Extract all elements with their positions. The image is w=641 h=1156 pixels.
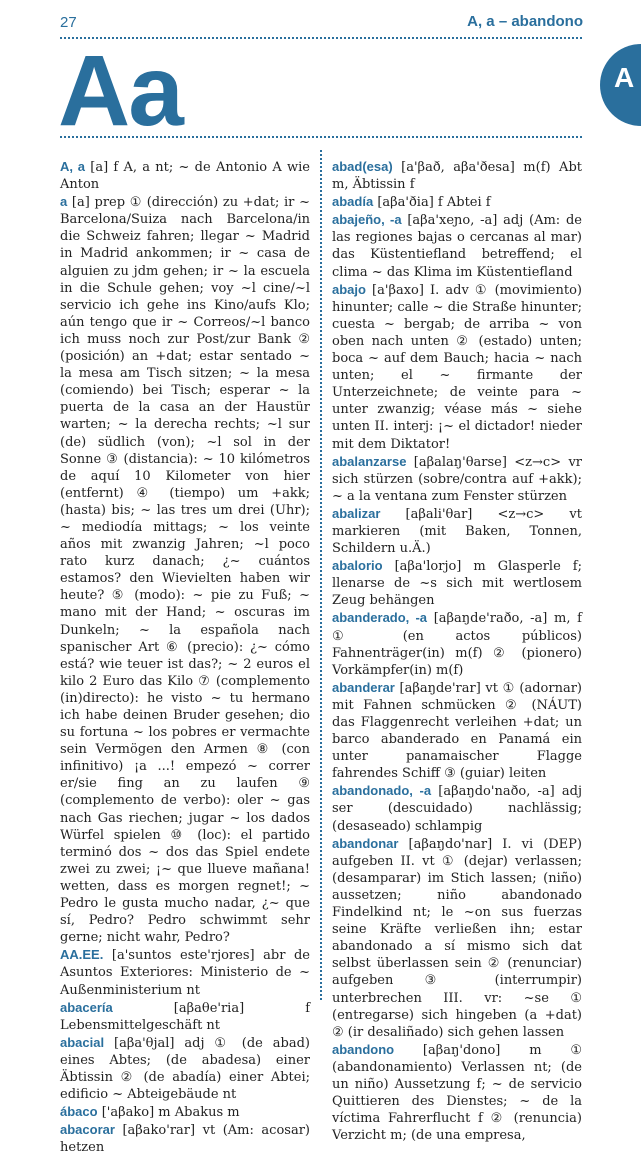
entry: AA.EE. [a'suntos este'rjores] abr de Asuntos Exteriores: Ministerio de ~ Außenministerium nt (60, 947, 310, 998)
entry: abanderar [aβaŋde'rar] vt ① (adornar) mit Fahnen schmücken ② (NÁUT) das Flaggenrecht verleihen +dat; un barco abanderado en Panamá ein unter panamaischer Flagge fahrendes Schiff ③ (guiar) leiten (332, 679, 582, 782)
running-head: A, a – abandono (467, 13, 583, 30)
entry: abad(esa) [a'βað, aβa'ðesa] m(f) Abt m, Äbtissin f (332, 159, 582, 193)
headword: abacorar (60, 1122, 115, 1138)
entry: abalanzarse [aβalaŋ'θarse] <z→c> vr sich stürzen (sobre/contra auf +akk); ~ a la ventana zum Fenster stürzen (332, 453, 582, 504)
headword: abandonar (332, 835, 399, 851)
entry: abacorar [aβako'rar] vt (Am: acosar) hetzen (60, 1122, 310, 1156)
entry: abacería [aβaθe'ria] f Lebensmittelgeschäft nt (60, 999, 310, 1033)
headword: a (60, 194, 68, 210)
column-right (332, 158, 582, 1144)
entry: abadía [aβa'ðia] f Abtei f (332, 194, 491, 211)
headword: abajo (332, 281, 366, 297)
entry: a [a] prep ① (dirección) zu +dat; ir ~ Barcelona/Suiza nach Barcelona/in die Schweiz fahren; llegar ~ Madrid in Madrid ankommen; ir ~ casa de alguien zu jdm gehen; ir ~ la escuela in die Schule gehen; voy ~l cine/~l servicio ich gehe ins Kino/aufs Klo; aún tengo que ir ~ Correos/~l banco ich muss noch zur Post/zur Bank ② (posición) an +dat; estar sentado ~ la mesa am Tisch sitzen; ~ la mesa (comiendo) bei Tisch; esperar ~ la puerta de la casa an der Haustür warten; ~ la derecha rechts; ~l sur (de) südlich (von); ~l sol in der Sonne ③ (distancia): ~ 10 kilómetros de aquí 10 Kilometer von hier (entfernt) ④ (tiempo) um +akk; (hasta) bis; ~ las tres um drei (Uhr); ~ mediodía mittags; ~ los veinte años mit zwanzig Jahren; ~l poco rato kurz danach; ¿~ cuántos estamos? den Wievielten haben wir heute? ⑤ (modo): ~ pie zu Fuß; ~ mano mit der Hand; ~ oscuras im Dunkeln; ~ la española nach spanischer Art ⑥ (precio): ¿~ cómo está? wie teuer ist das?; ~ 2 euros el kilo 2 Euro das Kilo ⑦ (complemento (in)directo): he visto ~ tu hermano ich habe deinen Bruder gesehen; dio su fortuna ~ los pobres er vermachte sein Vermögen den Armen ⑧ (con infinitivo) ¡a ...! empezó ~ correr er/sie fing an zu laufen ⑨ (complemento de verbo): oler ~ gas nach Gas riechen; jugar ~ los dados Würfel spielen ⑩ (loc): el partido terminó dos ~ dos das Spiel endete zwei zu zwei; ¡~ que llueve mañana! wetten, dass es morgen regnet!; ~ Pedro le gusta mucho nadar, ¿~ que sí, Pedro? Pedro schwimmt sehr gerne; nicht wahr, Pedro? (60, 194, 310, 946)
headword: ábaco (60, 1104, 98, 1120)
entry: abanderado, -a [aβaŋde'raðo, -a] m, f ① (en actos públicos) Fahnenträger(in) m(f) ② (pionero) Vorkämpfer(in) m(f) (332, 610, 582, 678)
section-letter: Aa (58, 35, 182, 147)
headword: AA.EE. (60, 947, 104, 963)
entry: abacial [aβa'θjal] adj ① (de abad) eines Abtes; (de abadesa) einer Äbtissin ② (de abadía) einer Abtei; edificio ~ Abteigebäude nt (60, 1034, 310, 1103)
section-divider (60, 136, 582, 138)
entry: abandonado, -a [aβaŋdo'naðo, -a] adj ser (descuidado) nachlässig; (desaseado) schlampig (332, 783, 582, 834)
thumb-index-tab[interactable] (600, 44, 641, 126)
headword: abalorio (332, 558, 383, 574)
headword: abajeño, -a (332, 212, 402, 228)
headword: abanderar (332, 679, 395, 695)
entry: ábaco ['aβako] m Abakus m (60, 1104, 240, 1121)
headword: abalizar (332, 505, 381, 521)
entry: abalizar [aβali'θar] <z→c> vt markieren (mit Baken, Tonnen, Schildern u.Ä.) (332, 505, 582, 557)
headword: abadía (332, 194, 374, 210)
entry: abalorio [aβa'lorjo] m Glasperle f; llenarse de ~s sich mit wertlosem Zeug behängen (332, 558, 582, 609)
thumb-index-letter: A (614, 62, 635, 93)
headword: abanderado, -a (332, 610, 428, 626)
headword: abacería (60, 999, 113, 1015)
page-number: 27 (60, 14, 77, 31)
headword: abacial (60, 1034, 105, 1050)
entry: abajo [a'βaxo] I. adv ① (movimiento) hinunter; calle ~ die Straße hinunter; cuesta ~ bergab; de arriba ~ von oben nach unten ② (estado) unten; boca ~ auf dem Bauch; hacia ~ nach unten; el ~ firmante der Unterzeichnete; de veinte para ~ unter zwanzig; véase más ~ siehe unten II. interj: ¡~ el dictador! nieder mit dem Diktator! (332, 281, 582, 452)
headword: A, a (60, 159, 85, 174)
headword: abandono (332, 1041, 395, 1057)
column-left (60, 158, 310, 1156)
headword: abalanzarse (332, 453, 407, 469)
column-separator (320, 150, 322, 1000)
entry: abandono [aβaŋ'dono] m ① (abandonamiento) Verlassen nt; (de un niño) Aussetzung f; ~ de servicio Quittieren des Dienstes; ~ de la víctima Fahrerflucht f ② (renuncia) Verzicht m; (de una empresa, (332, 1041, 582, 1144)
headword: abad(esa) (332, 159, 393, 174)
entry: abandonar [aβaŋdo'nar] I. vi (DEP) aufgeben II. vt ① (dejar) verlassen; (desamparar) im Stich lassen; (niño) aussetzen; niño abandonado Findelkind nt; le ~on sus fuerzas seine Kräfte verließen ihn; estar abandonado a sí mismo sich dat selbst überlassen sein ② (renunciar) aufgeben ③ (interrumpir) unterbrechen III. vr: ~se ① (entregarse) sich hingeben (a +dat) ② (ir desaliñado) sich gehen lassen (332, 835, 582, 1040)
entry: A, a [a] f A, a nt; ~ de Antonio A wie Anton (60, 159, 310, 193)
entry: abajeño, -a [aβa'xeɲo, -a] adj (Am: de las regiones bajas o cercanas al mar) das Küstentiefland betreffend; el clima ~ das Klima im Küstentiefland (332, 212, 582, 280)
headword: abandonado, -a (332, 783, 432, 799)
